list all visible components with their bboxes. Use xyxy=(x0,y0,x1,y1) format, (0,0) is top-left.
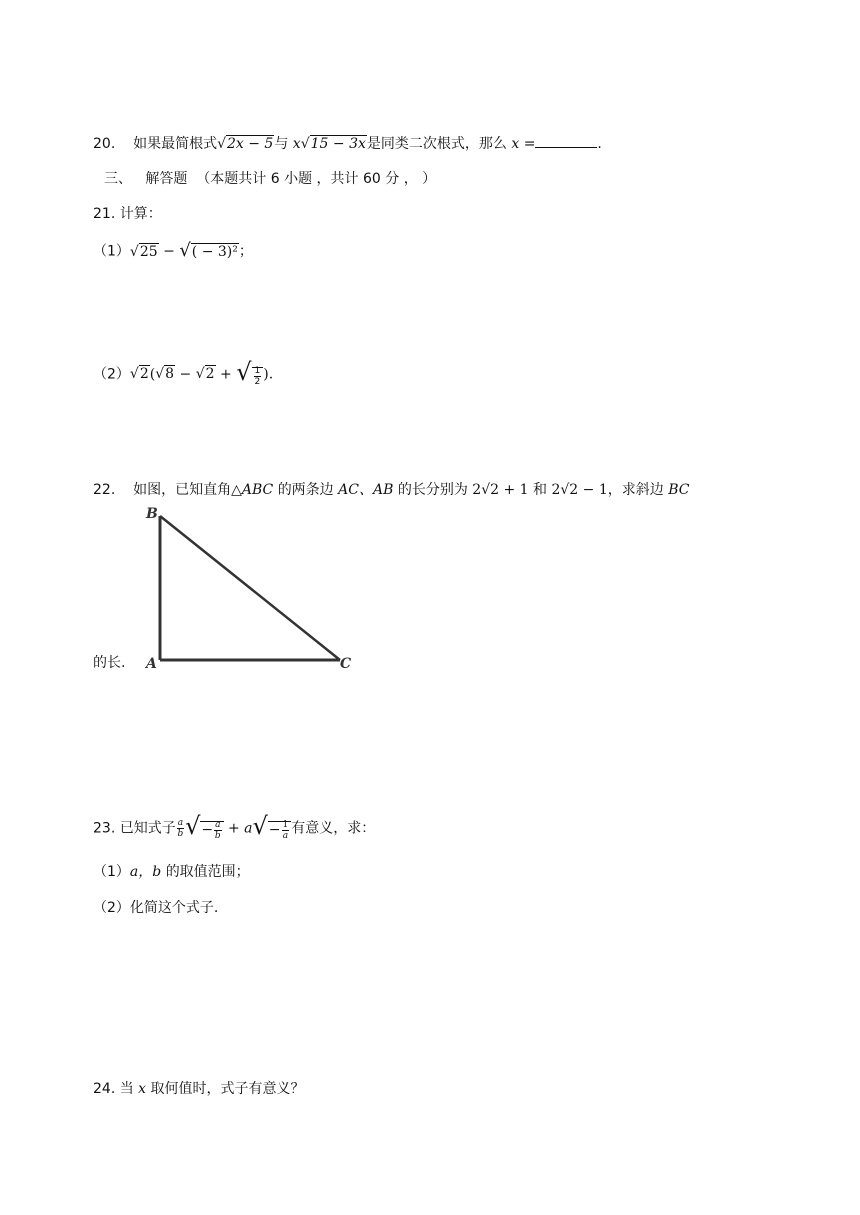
fraction: $\frac{1}{2}$ xyxy=(254,365,261,387)
question-number: 21. xyxy=(93,206,116,222)
fraction: $\frac{a}{b}$ xyxy=(177,817,184,839)
section-title: 解答题 xyxy=(145,171,188,187)
radical: √ $\frac{1}{2}$ xyxy=(236,362,263,387)
question-24 xyxy=(93,1079,305,1099)
math-var: ABC xyxy=(241,482,274,498)
part-label: （1） xyxy=(93,864,130,880)
question-23-part-2 xyxy=(93,898,218,918)
question-text: 化简这个式子. xyxy=(129,900,219,916)
math-var: x xyxy=(511,136,520,152)
question-22-tail xyxy=(93,653,125,673)
radical: √2 xyxy=(195,366,215,383)
question-text: 当 xyxy=(119,1081,134,1097)
radical: √( − 3)² xyxy=(179,240,238,261)
question-text: 与 xyxy=(274,136,289,152)
question-text: 计算： xyxy=(119,206,162,222)
question-number: 24. xyxy=(93,1081,116,1097)
plus-sign: + xyxy=(220,366,232,383)
section-note: （本题共计 6 小题 ，共计 60 分 ， ） xyxy=(196,171,437,187)
math-var: a xyxy=(244,820,253,837)
part-label: （2） xyxy=(93,900,130,916)
question-text: 的两条边 xyxy=(277,482,334,498)
math-value: 2√2 + 1 xyxy=(472,482,529,498)
vertex-label-b: B xyxy=(146,506,158,522)
question-text: 如图，已知直角△ xyxy=(133,482,242,498)
question-text: ，求斜边 xyxy=(607,482,664,498)
question-number: 20. xyxy=(93,136,116,152)
math-var: BC xyxy=(668,482,690,498)
question-21-part-1 xyxy=(93,241,253,262)
question-text: 有意义，求： xyxy=(291,820,376,837)
radical: √2 xyxy=(129,366,149,383)
question-number: 23. xyxy=(93,820,116,837)
question-number: 22. xyxy=(93,482,116,498)
equals-sign: = xyxy=(523,136,536,152)
question-23 xyxy=(93,812,376,841)
part-label: （1） xyxy=(93,243,130,260)
question-20 xyxy=(93,134,602,154)
math-var: a，b xyxy=(129,864,162,880)
section-heading xyxy=(104,169,436,189)
question-21 xyxy=(93,204,162,224)
triangle-figure xyxy=(140,500,360,680)
part-label: （2） xyxy=(93,366,130,383)
fraction: $\frac{1}{a}$ xyxy=(282,819,289,841)
radical: √− $\frac{1}{a}$ xyxy=(253,816,292,841)
math-value: 2√2 − 1 xyxy=(551,482,608,498)
fraction: $\frac{a}{b}$ xyxy=(214,819,221,841)
semicolon: ； xyxy=(238,243,253,260)
side-bc xyxy=(160,516,340,660)
section-label: 三、 xyxy=(104,171,132,187)
vertex-label-a: A xyxy=(146,656,157,672)
paren: ( xyxy=(149,366,156,383)
plus-sign: + xyxy=(227,820,240,837)
answer-blank xyxy=(535,135,597,148)
minus-sign: − xyxy=(163,243,175,260)
radical: √15 − 3x xyxy=(300,136,366,152)
radical: √2x − 5 xyxy=(217,136,274,152)
radical: √− $\frac{a}{b}$ xyxy=(185,816,223,841)
question-text: 是同类二次根式，那么 xyxy=(366,136,507,152)
question-text: 已知式子 xyxy=(119,820,176,837)
question-text: 的长. xyxy=(93,655,126,671)
question-text: 的取值范围； xyxy=(165,864,250,880)
question-21-part-2 xyxy=(93,358,274,387)
question-22 xyxy=(93,480,689,500)
paren: ). xyxy=(263,366,274,383)
math-var: AC、AB xyxy=(338,482,394,498)
question-text: 和 xyxy=(533,482,548,498)
question-text: 的长分别为 xyxy=(397,482,468,498)
question-23-part-1 xyxy=(93,862,250,882)
question-text: 如果最简根式 xyxy=(133,136,218,152)
question-text: 取何值时，式子有意义？ xyxy=(150,1081,305,1097)
radical: √25 xyxy=(129,243,158,260)
math-var: x xyxy=(138,1081,147,1097)
vertex-label-c: C xyxy=(340,656,352,672)
period: . xyxy=(597,136,602,152)
math-var: x xyxy=(292,136,301,152)
minus-sign: − xyxy=(179,366,192,383)
radical: √8 xyxy=(155,366,175,383)
